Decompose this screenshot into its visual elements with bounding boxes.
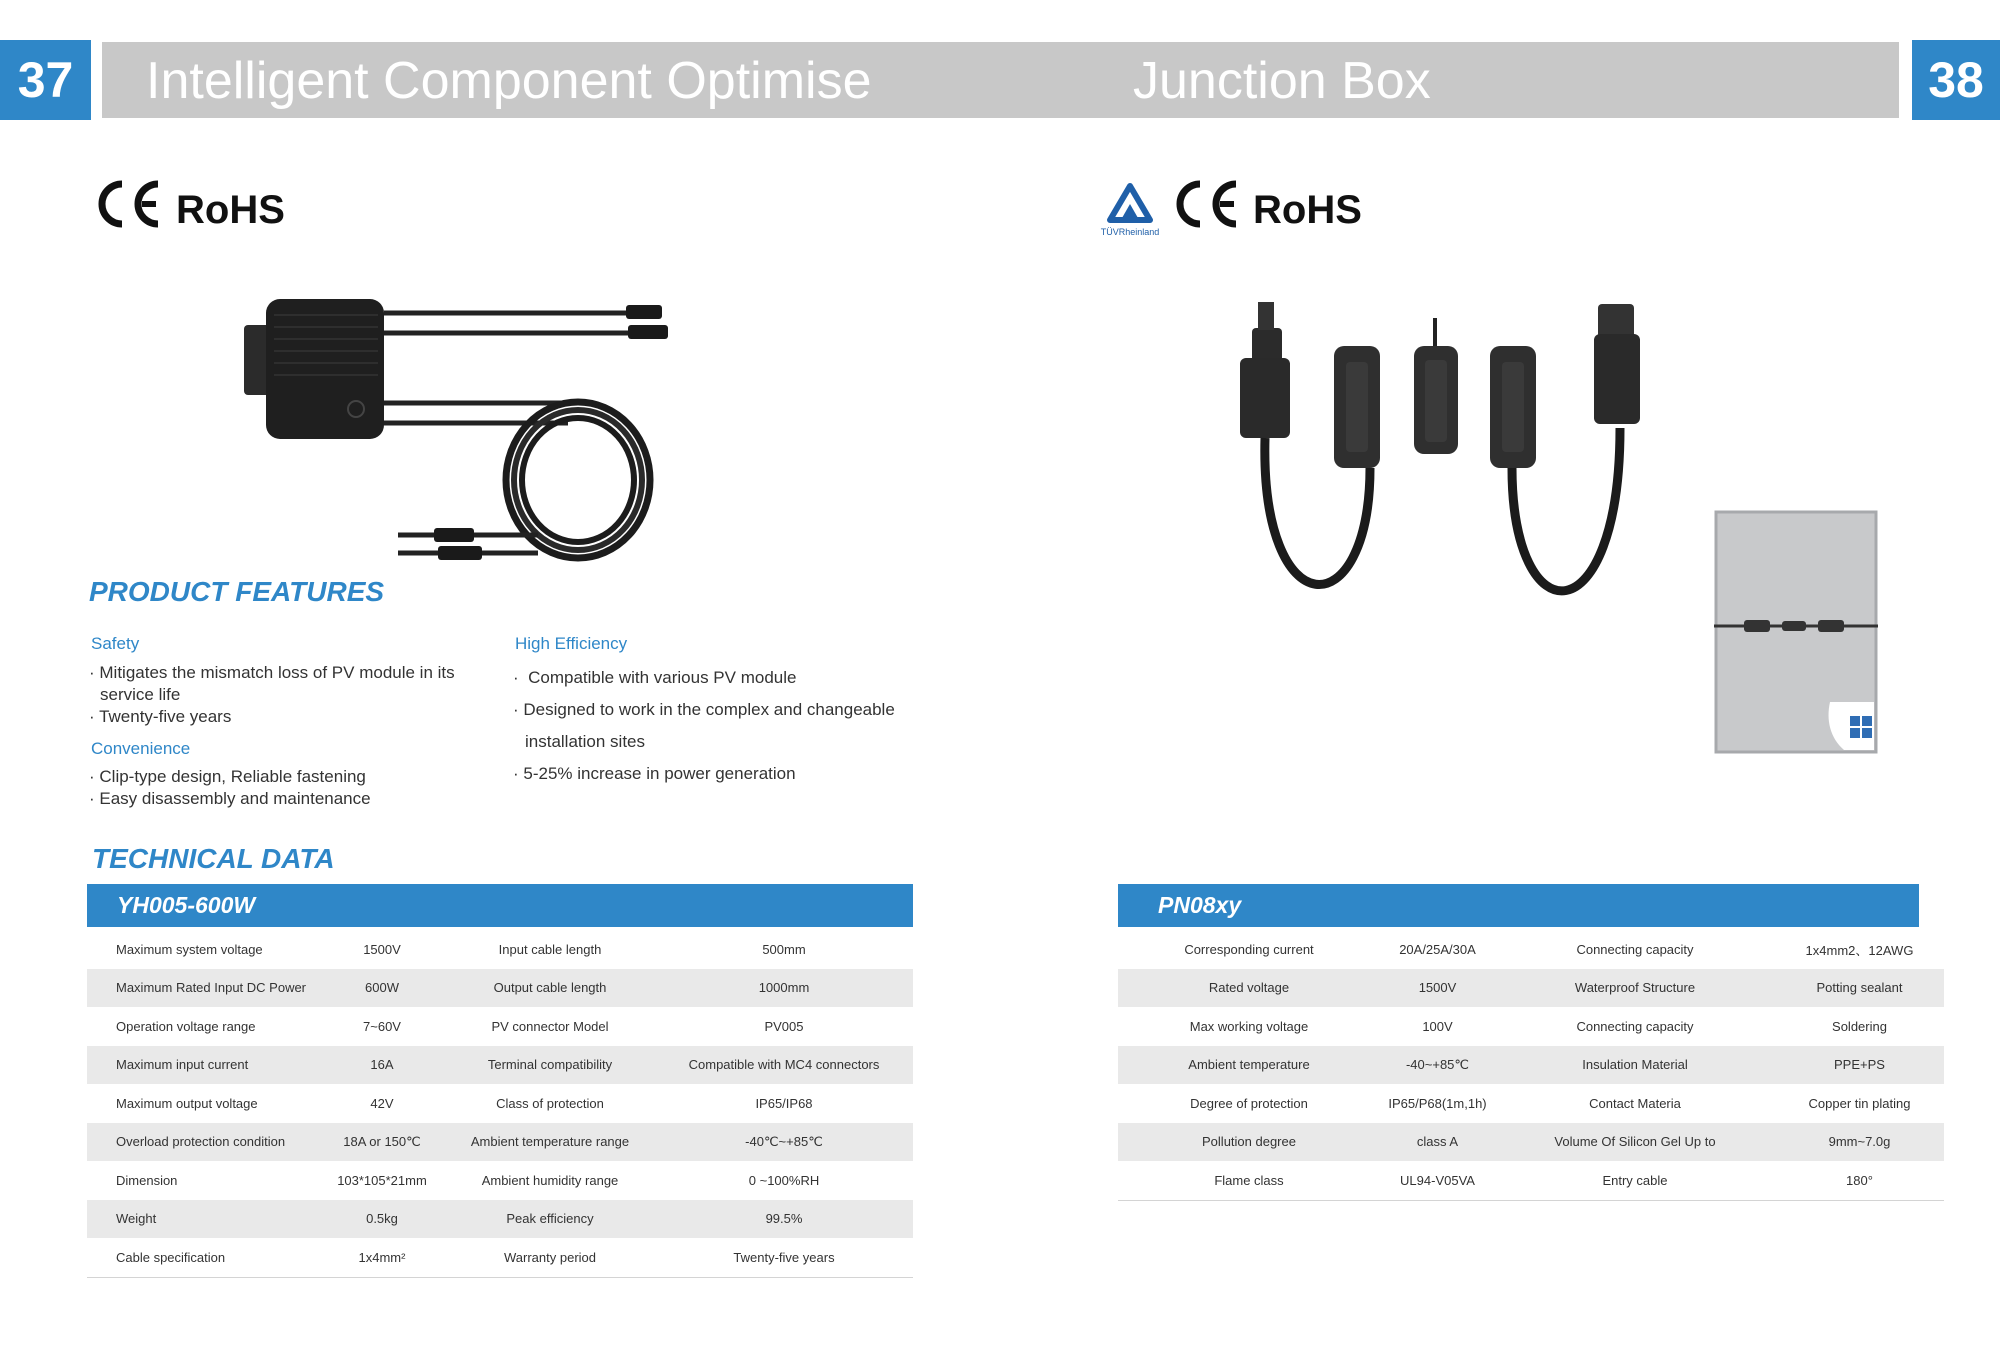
spec-value: IP65/P68(1m,1h) xyxy=(1388,1095,1487,1111)
spec-label: Operation voltage range xyxy=(116,1018,256,1034)
spec-value: PPE+PS xyxy=(1775,1046,1944,1085)
spec-value: class A xyxy=(1380,1123,1495,1162)
spec-label: Dimension xyxy=(116,1172,178,1188)
table-row xyxy=(87,1046,913,1085)
table-row xyxy=(1118,1007,1944,1046)
junction-box-product-image xyxy=(1230,298,1650,673)
feature-item: · Easy disassembly and maintenance xyxy=(89,789,371,808)
table-row xyxy=(87,969,913,1008)
ce-mark-icon xyxy=(92,178,164,235)
technical-data-title: TECHNICAL DATA xyxy=(92,843,335,874)
spec-value: 180° xyxy=(1775,1161,1944,1200)
table-row xyxy=(87,1123,913,1162)
tuv-logo-text: TÜVRheinland xyxy=(1100,227,1160,237)
spec-value: -40~+85℃ xyxy=(1380,1046,1495,1085)
spec-label: Rated voltage xyxy=(1118,969,1380,1008)
spec-value: Compatible with MC4 connectors xyxy=(655,1046,913,1085)
table-row xyxy=(87,1238,913,1277)
spec-value: 1000mm xyxy=(655,969,913,1008)
feature-item: · Mitigates the mismatch loss of PV module in its service life xyxy=(89,663,455,704)
spec-label: Output cable length xyxy=(445,969,655,1008)
table-row xyxy=(87,1084,913,1123)
spec-value: 18A or 150℃ xyxy=(319,1123,445,1162)
left-page-title: Intelligent Component Optimise xyxy=(146,52,872,110)
rohs-mark: RoHS xyxy=(1253,188,1362,232)
spec-value: Potting sealant xyxy=(1775,969,1944,1008)
feature-heading-convenience: Convenience xyxy=(91,739,191,758)
spec-label: Ambient temperature xyxy=(1118,1046,1380,1085)
table-row xyxy=(87,1200,913,1239)
spec-label: Contact Materia xyxy=(1589,1095,1681,1111)
tuv-rheinland-logo xyxy=(1096,182,1164,243)
spec-value: 600W xyxy=(319,969,445,1008)
spec-value: 103*105*21mm xyxy=(337,1172,427,1188)
spec-label: Overload protection condition xyxy=(87,1123,319,1162)
spec-label: Maximum Rated Input DC Power xyxy=(87,969,319,1008)
spec-value: Copper tin plating xyxy=(1808,1095,1911,1111)
feature-heading-safety: Safety xyxy=(91,634,140,653)
spec-label: Class of protection xyxy=(496,1095,604,1111)
right-spec-table xyxy=(1118,930,1944,1201)
table-row xyxy=(87,1161,913,1200)
spec-label: Maximum output voltage xyxy=(116,1095,258,1111)
spec-value: 1500V xyxy=(363,941,401,957)
spec-label: Degree of protection xyxy=(1190,1095,1308,1111)
spec-label: Cable specification xyxy=(87,1238,319,1277)
spec-label: Warranty period xyxy=(445,1238,655,1277)
table-row xyxy=(1118,1046,1944,1085)
spec-label: Input cable length xyxy=(498,941,602,957)
spec-label: Weight xyxy=(87,1200,319,1239)
spec-value: 0 ~100%RH xyxy=(748,1172,820,1188)
spec-value: 1x4mm² xyxy=(319,1238,445,1277)
spec-value: 9mm~7.0g xyxy=(1775,1123,1944,1162)
page-number-right: 38 xyxy=(1912,40,2000,120)
spec-label: Ambient temperature range xyxy=(445,1123,655,1162)
spec-value: 16A xyxy=(319,1046,445,1085)
spec-value: 7~60V xyxy=(363,1018,401,1034)
ce-mark-icon xyxy=(1170,178,1242,235)
spec-value: Twenty-five years xyxy=(655,1238,913,1277)
spec-value: 99.5% xyxy=(655,1200,913,1239)
spec-label: Pollution degree xyxy=(1118,1123,1380,1162)
product-features-title: PRODUCT FEATURES xyxy=(89,576,385,607)
feature-item: · 5-25% increase in power generation xyxy=(513,764,796,783)
feature-item: · Twenty-five years xyxy=(89,707,232,726)
spec-value: 0.5kg xyxy=(319,1200,445,1239)
spec-label: Volume Of Silicon Gel Up to xyxy=(1495,1123,1775,1162)
spec-label: Peak efficiency xyxy=(445,1200,655,1239)
left-table-model-header: YH005-600W xyxy=(87,884,913,927)
rohs-mark: RoHS xyxy=(176,188,285,232)
solar-panel-image xyxy=(1714,510,1878,759)
spec-value: 42V xyxy=(370,1095,394,1111)
spec-value: 500mm xyxy=(762,941,806,957)
spec-value: 1500V xyxy=(1380,969,1495,1008)
spec-label: PV connector Model xyxy=(491,1018,609,1034)
spec-label: Max working voltage xyxy=(1189,1018,1309,1034)
spec-value: PV005 xyxy=(764,1018,804,1034)
feature-list-efficiency xyxy=(513,662,903,790)
feature-list-convenience xyxy=(89,766,469,810)
right-page-title: Junction Box xyxy=(1133,52,1431,110)
table-row xyxy=(1118,930,1944,969)
table-row xyxy=(87,930,913,969)
spec-label: Connecting capacity xyxy=(1576,941,1694,957)
table-row xyxy=(87,1007,913,1046)
spec-label: Terminal compatibility xyxy=(445,1046,655,1085)
spec-value: 20A/25A/30A xyxy=(1399,941,1476,957)
spec-label: Flame class xyxy=(1118,1161,1380,1200)
feature-item: · Designed to work in the complex and changeable installation sites xyxy=(513,700,895,751)
spec-value: -40℃~+85℃ xyxy=(655,1123,913,1162)
spec-value: 1x4mm2、12AWG xyxy=(1805,942,1914,958)
spec-label: Waterproof Structure xyxy=(1495,969,1775,1008)
right-table-model-header: PN08xy xyxy=(1118,884,1919,927)
table-row xyxy=(1118,1084,1944,1123)
spec-label: Insulation Material xyxy=(1495,1046,1775,1085)
spec-label: Maximum system voltage xyxy=(116,941,263,957)
spec-value: Soldering xyxy=(1832,1018,1887,1034)
table-row xyxy=(1118,969,1944,1008)
spec-label: Maximum input current xyxy=(87,1046,319,1085)
left-spec-table xyxy=(87,930,913,1278)
table-row xyxy=(1118,1161,1944,1200)
spec-value: UL94-V05VA xyxy=(1380,1161,1495,1200)
spec-label: Ambient humidity range xyxy=(481,1172,619,1188)
optimizer-product-image xyxy=(238,285,688,580)
feature-list-safety xyxy=(89,662,469,728)
spec-value: IP65/IP68 xyxy=(755,1095,813,1111)
spec-label: Connecting capacity xyxy=(1576,1018,1694,1034)
page-number-left: 37 xyxy=(0,40,91,120)
spec-label: Entry cable xyxy=(1495,1161,1775,1200)
feature-heading-efficiency: High Efficiency xyxy=(515,634,628,653)
spec-value: 100V xyxy=(1422,1018,1453,1034)
spec-label: Corresponding current xyxy=(1184,941,1314,957)
feature-item: · Compatible with various PV module xyxy=(513,668,797,687)
table-row xyxy=(1118,1123,1944,1162)
feature-item: · Clip-type design, Reliable fastening xyxy=(89,767,366,786)
